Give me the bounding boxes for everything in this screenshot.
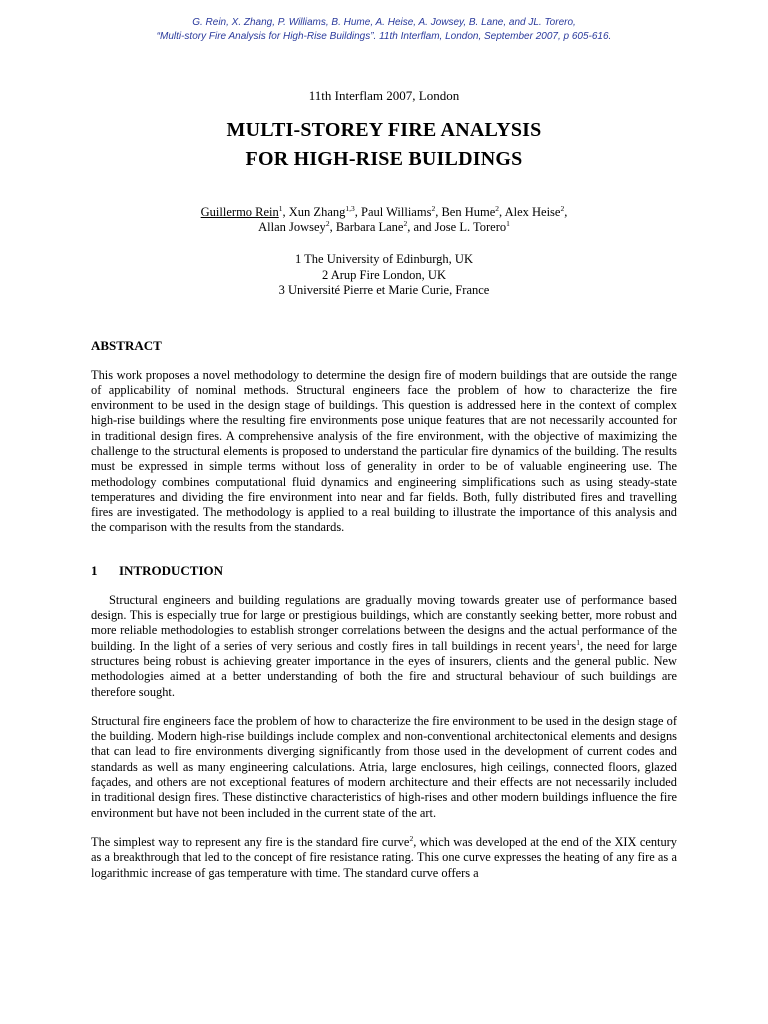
affiliation: 1 The University of Edinburgh, UK	[295, 252, 473, 266]
author	[336, 220, 407, 234]
author-name: Allan Jowsey	[258, 220, 326, 234]
author-name: Alex Heise	[504, 205, 561, 219]
section-number: 1	[91, 562, 98, 578]
author-separator: ,	[282, 205, 289, 219]
reference-mark: 2	[409, 833, 414, 843]
author-list	[91, 205, 677, 235]
author-separator: ,	[564, 205, 568, 219]
conference-name: 11th Interflam 2007, London	[308, 88, 460, 103]
author-affil-mark: 1	[278, 203, 283, 213]
author	[441, 205, 499, 219]
author	[504, 203, 568, 219]
author	[361, 205, 435, 219]
author-affil-mark: 2	[431, 203, 436, 213]
author-separator: ,	[354, 205, 361, 219]
intro-paragraph-3	[91, 835, 677, 881]
paper-title	[91, 116, 677, 174]
title-line-1: MULTI-STOREY FIRE ANALYSIS	[226, 119, 542, 141]
introduction-heading	[91, 563, 677, 579]
affiliation: 3 Université Pierre et Marie Curie, France	[278, 283, 490, 297]
paragraph-text: , the need for large structures being robust is achieving greater importance in the eyes of insurers, clients and the general public. New methodologies aimed at a better understanding of both the fire and structural behaviour of such buildings are therefore sought.	[91, 638, 677, 699]
author-name: Jose L. Torero	[434, 220, 507, 234]
author-separator: ,	[499, 205, 505, 219]
author	[435, 220, 510, 234]
author-separator: ,	[435, 205, 442, 219]
author	[289, 205, 355, 219]
author-name: Xun Zhang	[288, 205, 346, 219]
citation-line-2: “Multi-story Fire Analysis for High-Rise Buildings”. 11th Interflam, London, September 2007, p 605-616.	[156, 31, 612, 42]
author-affil-mark: 2	[560, 203, 565, 213]
author-name: Barbara Lane	[335, 220, 404, 234]
author-separator: , and	[407, 220, 435, 234]
citation-line-1: G. Rein, X. Zhang, P. Williams, B. Hume, A. Heise, A. Jowsey, B. Lane, and JL. Torero,	[192, 17, 576, 28]
author-affil-mark: 2	[495, 203, 500, 213]
intro-paragraph-1	[91, 593, 677, 700]
author-affil-mark: 1	[506, 218, 510, 228]
intro-paragraph-2: Structural fire engineers face the problem of how to characterize the fire environment to be used in the design stage of the building. Modern high-rise buildings include complex and non-conventional architectonical elements and designs that can lead to fire environments diverging significantly from those used in the development of current codes and standards as well as many engineering calculations. Atria, large enclosures, high ceilings, connected floors, glazed façades, and others are not exceptional features of modern architecture and their effects are not necessarily included in traditional design fires. These distinctive characteristics of high-rises and other modern buildings influence the fire environment but have not been included in the current state of the art.	[91, 713, 677, 820]
abstract-text: This work proposes a novel methodology to determine the design fire of modern buildings that are outside the range of applicability of nominal methods. Structural engineers face the problem of how to characterize the fire environment to be used in the design stage of buildings. This question is addressed here in the context of complex high-rise buildings where the resulting fire environments pose unique features that are not necessarily accounted for in traditional design fires. A comprehensive analysis of the fire environment, with the objective of maximizing the challenge to the structural elements is proposed to understand the particular fire dynamics of the building. The results must be expressed in simple terms without loss of generality in order to be of valuable engineering use. The methodology combines computational fluid dynamics and engineering simplifications such as using steady-state temperatures and dividing the fire environment into near and far fields. Both, fully distributed fires and travelling fires are investigated. The methodology is applied to a real building to illustrate the importance of this analysis and the comparison with the results from the standards.	[91, 367, 677, 535]
paragraph-text: Structural engineers and building regulations are gradually moving towards greater use of performance based design. This is especially true for large or prestigious buildings, which are constantly seeking better, more robust and more reliable methodologies to establish stronger correlations between the designs and the actual performance of the building. In the light of a series of very serious and costly fires in tall buildings in recent years	[91, 592, 677, 653]
citation-header	[91, 0, 677, 44]
reference-mark: 1	[576, 637, 580, 647]
section-title: INTRODUCTION	[119, 562, 224, 578]
paragraph-text: , which was developed at the end of the XIX century as a breakthrough that led to the concept of fire resistance rating. This one curve expresses the heating of any fire as a logarithmic increase of gas temperature with time. The standard curve offers a	[91, 834, 677, 880]
paragraph-text: The simplest way to represent any fire is the standard fire curve	[91, 834, 410, 849]
author-affil-mark: 2	[325, 218, 330, 228]
abstract-heading: ABSTRACT	[91, 337, 162, 353]
author-affil-mark: 2	[403, 218, 408, 228]
author-name: Ben Hume	[441, 205, 496, 219]
author	[258, 220, 329, 234]
author-separator: ,	[329, 220, 336, 234]
author	[201, 205, 283, 219]
author-name: Guillermo Rein	[200, 205, 279, 219]
author-affil-mark: 1,3	[345, 203, 355, 213]
affiliation-list	[91, 252, 677, 299]
title-line-2: FOR HIGH-RISE BUILDINGS	[245, 148, 523, 170]
affiliation: 2 Arup Fire London, UK	[322, 267, 446, 282]
author-name: Paul Williams	[361, 205, 432, 219]
